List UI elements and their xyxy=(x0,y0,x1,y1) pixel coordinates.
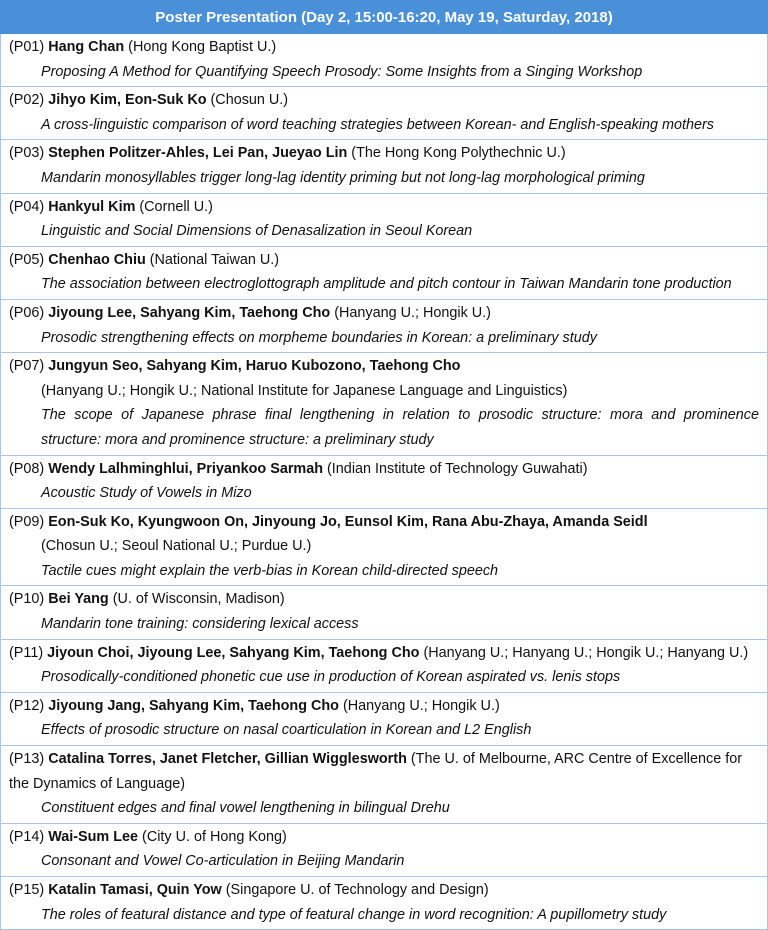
poster-authors: Jihyo Kim, Eon-Suk Ko xyxy=(48,92,207,109)
entry-head-line xyxy=(9,457,759,482)
entry-head-line xyxy=(9,141,759,166)
poster-title: Proposing A Method for Quantifying Speech Prosody: Some Insights from a Singing Workshop xyxy=(41,63,643,80)
poster-entry xyxy=(0,194,768,247)
poster-affiliation: (Hanyang U.; Hanyang U.; Hongik U.; Hanyang U.) xyxy=(423,644,749,661)
entry-head-line xyxy=(9,694,759,719)
poster-affiliation-line: (Chosun U.; Seoul National U.; Purdue U.) xyxy=(41,538,312,555)
poster-affiliation: (U. of Wisconsin, Madison) xyxy=(112,591,285,608)
poster-title: Effects of prosodic structure on nasal coarticulation in Korean and L2 English xyxy=(41,722,532,739)
poster-code: (P04) xyxy=(9,198,45,215)
poster-authors: Chenhao Chiu xyxy=(48,251,146,268)
entry-head-line xyxy=(9,88,759,113)
poster-affiliation: (Cornell U.) xyxy=(139,198,213,215)
entry-head-line xyxy=(9,354,759,379)
poster-entry xyxy=(0,640,768,693)
poster-code: (P08) xyxy=(9,460,45,477)
poster-entry xyxy=(0,746,768,824)
table-header xyxy=(0,0,768,34)
poster-title: The association between electroglottograph amplitude and pitch contour in Taiwan Mandarin tone production xyxy=(41,276,732,293)
poster-authors: Jiyoung Jang, Sahyang Kim, Taehong Cho xyxy=(48,697,339,714)
poster-title: Consonant and Vowel Co-articulation in Beijing Mandarin xyxy=(41,853,405,870)
poster-title: The scope of Japanese phrase final lengthening in relation to prosodic structure: mora and prominence structure: mora and prominence structure: a preliminary study xyxy=(41,407,759,448)
poster-title: Linguistic and Social Dimensions of Denasalization in Seoul Korean xyxy=(41,223,473,240)
entry-head-line xyxy=(9,35,759,60)
poster-title: Prosodically-conditioned phonetic cue use in production of Korean aspirated vs. lenis stops xyxy=(41,669,621,686)
entry-head-line xyxy=(9,301,759,326)
poster-entry xyxy=(0,140,768,193)
poster-entry xyxy=(0,456,768,509)
poster-entry xyxy=(0,877,768,930)
entry-head-line xyxy=(9,587,759,612)
poster-code: (P09) xyxy=(9,513,45,530)
entry-head-line xyxy=(9,878,759,903)
poster-code: (P10) xyxy=(9,591,45,608)
poster-authors: Jiyoun Choi, Jiyoung Lee, Sahyang Kim, Taehong Cho xyxy=(47,644,420,661)
poster-code: (P02) xyxy=(9,92,45,109)
poster-affiliation-line: (Hanyang U.; Hongik U.; National Institute for Japanese Language and Linguistics) xyxy=(41,382,568,399)
poster-affiliation: (National Taiwan U.) xyxy=(149,251,280,268)
poster-affiliation: (Hanyang U.; Hongik U.) xyxy=(334,304,491,321)
poster-code: (P15) xyxy=(9,882,45,898)
poster-authors: Eon-Suk Ko, Kyungwoon On, Jinyoung Jo, Eunsol Kim, Rana Abu-Zhaya, Amanda Seidl xyxy=(48,513,648,530)
poster-entry xyxy=(0,693,768,746)
poster-title: Constituent edges and final vowel lengthening in bilingual Drehu xyxy=(41,800,450,817)
poster-affiliation: (Indian Institute of Technology Guwahati) xyxy=(327,460,588,477)
poster-affiliation: (Hanyang U.; Hongik U.) xyxy=(342,697,500,714)
poster-affiliation: (The Hong Kong Polythechnic U.) xyxy=(351,145,566,162)
poster-entry xyxy=(0,353,768,455)
poster-entry xyxy=(0,300,768,353)
poster-authors: Katalin Tamasi, Quin Yow xyxy=(48,882,222,898)
poster-authors: Wendy Lalhminghlui, Priyankoo Sarmah xyxy=(48,460,324,477)
entry-head-line xyxy=(9,510,759,535)
poster-entry xyxy=(0,87,768,140)
poster-authors: Wai-Sum Lee xyxy=(48,828,139,845)
poster-authors: Catalina Torres, Janet Fletcher, Gillian Wigglesworth xyxy=(48,751,407,768)
poster-code: (P14) xyxy=(9,828,45,845)
poster-code: (P05) xyxy=(9,251,45,268)
poster-affiliation: (Chosun U.) xyxy=(210,92,289,109)
poster-code: (P07) xyxy=(9,358,45,375)
entry-head-line xyxy=(9,747,759,796)
poster-affiliation: (Hong Kong Baptist U.) xyxy=(128,39,277,55)
poster-entry xyxy=(0,586,768,639)
poster-affiliation: (Singapore U. of Technology and Design) xyxy=(225,882,489,898)
entry-list xyxy=(0,34,768,930)
poster-title: Acoustic Study of Vowels in Mizo xyxy=(41,485,252,502)
poster-title: A cross-linguistic comparison of word teaching strategies between Korean- and English-speaking mothers xyxy=(41,116,714,133)
poster-authors: Bei Yang xyxy=(48,591,109,608)
poster-code: (P03) xyxy=(9,145,45,162)
poster-title: The roles of featural distance and type of featural change in word recognition: A pupillometry study xyxy=(41,906,667,923)
poster-entry xyxy=(0,34,768,87)
poster-code: (P11) xyxy=(9,644,44,661)
entry-head-line xyxy=(9,248,759,273)
entry-head-line xyxy=(9,825,759,850)
entry-head-line xyxy=(9,195,759,220)
poster-entry xyxy=(0,247,768,300)
poster-code: (P01) xyxy=(9,39,45,55)
poster-entry xyxy=(0,824,768,877)
poster-authors: Stephen Politzer-Ahles, Lei Pan, Jueyao Lin xyxy=(48,145,348,162)
poster-title: Prosodic strengthening effects on morpheme boundaries in Korean: a preliminary study xyxy=(41,329,597,346)
poster-authors: Hankyul Kim xyxy=(48,198,136,215)
entry-head-line xyxy=(9,641,759,666)
poster-authors: Jungyun Seo, Sahyang Kim, Haruo Kubozono, Taehong Cho xyxy=(48,358,461,375)
poster-title: Mandarin monosyllables trigger long-lag identity priming but not long-lag morphological priming xyxy=(41,169,645,186)
poster-authors: Hang Chan xyxy=(48,39,125,55)
poster-authors: Jiyoung Lee, Sahyang Kim, Taehong Cho xyxy=(48,304,331,321)
poster-title: Tactile cues might explain the verb-bias in Korean child-directed speech xyxy=(41,562,499,579)
poster-affiliation: (City U. of Hong Kong) xyxy=(142,828,287,845)
poster-entry xyxy=(0,509,768,587)
poster-title: Mandarin tone training: considering lexical access xyxy=(41,616,359,633)
header-title: Poster Presentation (Day 2, 15:00-16:20, May 19, Saturday, 2018) xyxy=(155,8,613,26)
poster-code: (P12) xyxy=(9,697,45,714)
poster-affiliation: (The U. of Melbourne, ARC Centre of Excellence for the Dynamics of Language) xyxy=(9,751,742,792)
poster-code: (P13) xyxy=(9,751,45,768)
poster-code: (P06) xyxy=(9,304,45,321)
